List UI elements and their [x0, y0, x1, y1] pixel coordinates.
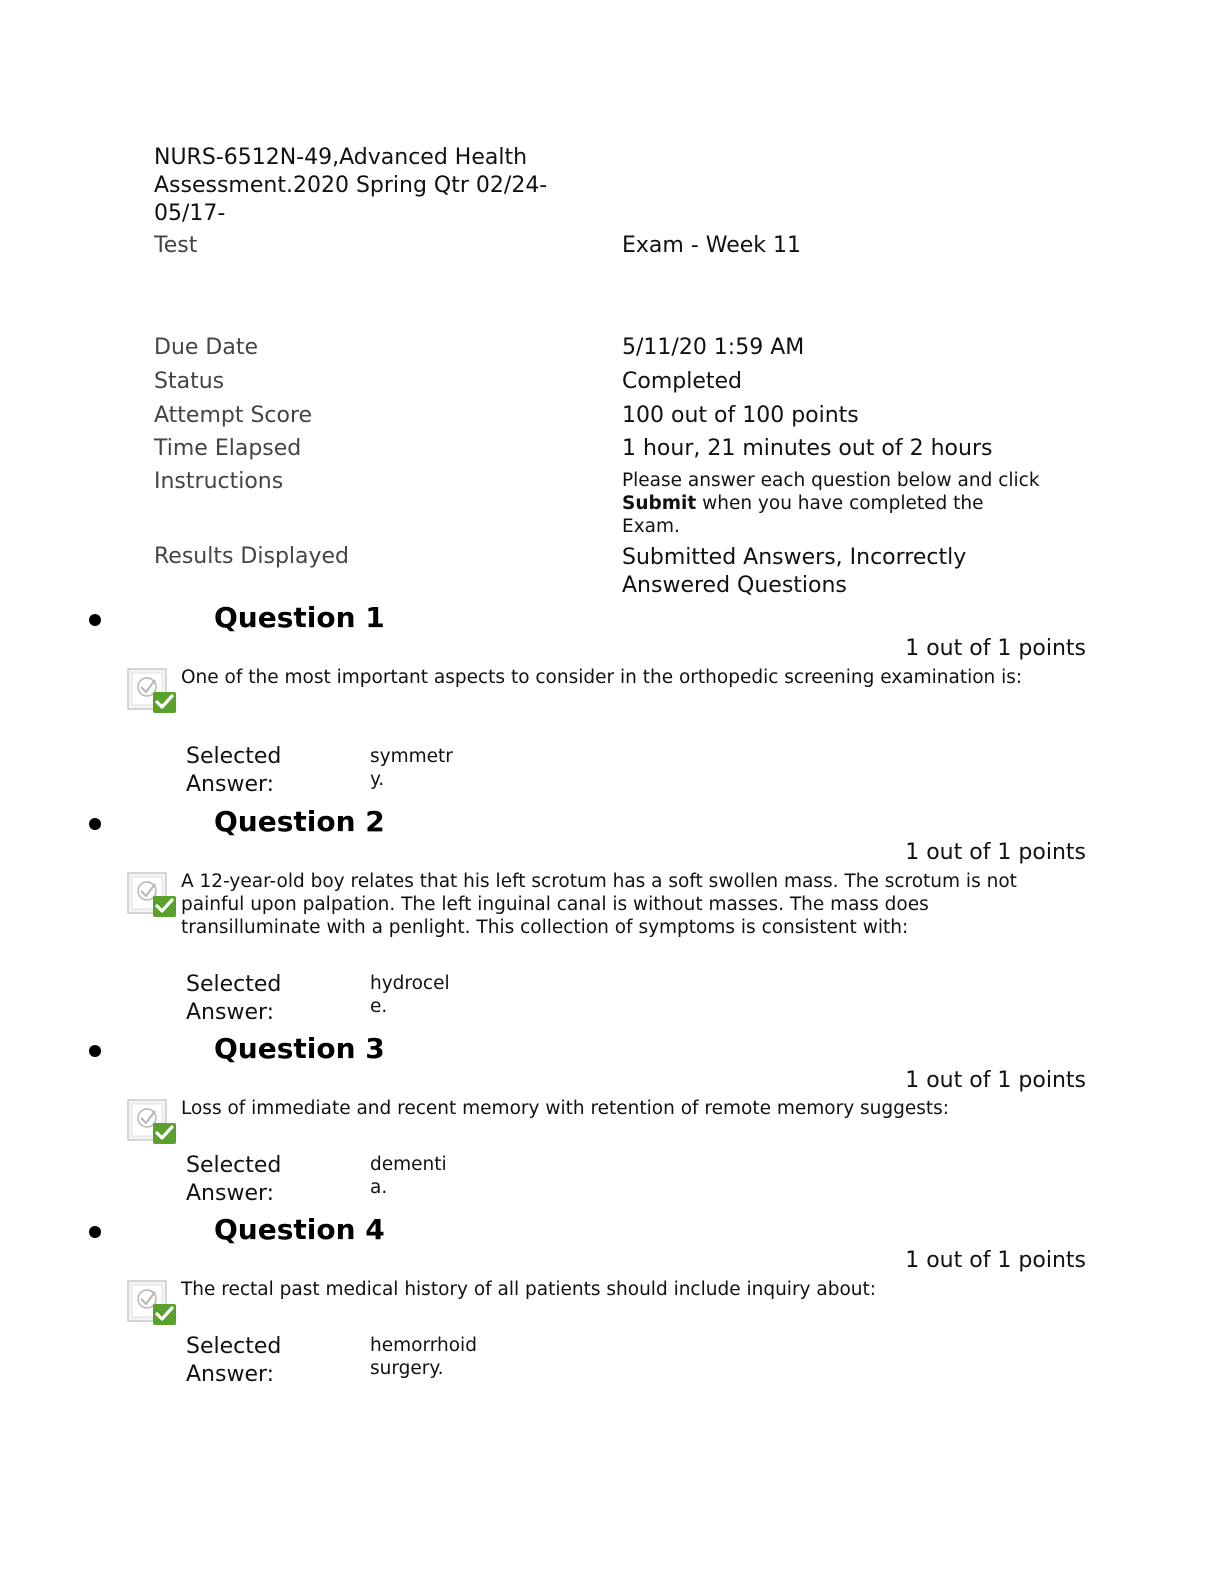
time-elapsed-label: Time Elapsed: [154, 436, 302, 461]
course-title: NURS-6512N-49,Advanced Health Assessment.2020 Spring Qtr 02/24-05/17-: [154, 145, 548, 226]
selected-answer-label: Selected Answer:: [186, 972, 282, 1025]
question-text: Loss of immediate and recent memory with retention of remote memory suggests:: [181, 1098, 950, 1119]
selected-answer-value: hemorrhoid surgery.: [370, 1335, 477, 1379]
question-text: One of the most important aspects to consider in the orthopedic screening examination is:: [181, 667, 1023, 688]
question-title: Question 1: [214, 601, 385, 634]
selected-answer-label: Selected Answer:: [186, 1334, 282, 1387]
question-bullet: [89, 614, 101, 626]
due-date-value: 5/11/20 1:59 AM: [622, 335, 805, 360]
instructions-label: Instructions: [154, 469, 284, 494]
time-elapsed-value: 1 hour, 21 minutes out of 2 hours: [622, 436, 993, 461]
question-text: A 12-year-old boy relates that his left scrotum has a soft swollen mass. The scrotum is not painful upon palpation. The left inguinal canal is without masses. The mass does transilluminate with a penlight. This collection of symptoms is consistent with:: [181, 871, 1017, 938]
question-bullet: [89, 1226, 101, 1238]
correct-answer-icon: [127, 1278, 177, 1326]
status-label: Status: [154, 369, 225, 394]
question-points: 1 out of 1 points: [905, 1068, 1086, 1093]
selected-answer-label: Selected Answer:: [186, 1153, 282, 1206]
correct-answer-icon: [127, 666, 177, 714]
instructions-post: when you have completed the Exam.: [622, 493, 984, 537]
attempt-score-label: Attempt Score: [154, 403, 313, 428]
results-displayed-value: Submitted Answers, Incorrectly Answered Questions: [622, 545, 967, 598]
due-date-label: Due Date: [154, 335, 258, 360]
results-displayed-label: Results Displayed: [154, 544, 350, 569]
selected-answer-value: hydrocele.: [370, 973, 450, 1017]
test-name: Exam - Week 11: [622, 233, 802, 258]
test-label: Test: [154, 233, 198, 258]
instructions-submit: Submit: [622, 493, 697, 514]
correct-answer-icon: [127, 870, 177, 918]
question-title: Question 2: [214, 805, 385, 838]
selected-answer-value: dementia.: [370, 1154, 447, 1198]
attempt-score-value: 100 out of 100 points: [622, 403, 859, 428]
question-points: 1 out of 1 points: [905, 636, 1086, 661]
question-points: 1 out of 1 points: [905, 1248, 1086, 1273]
question-points: 1 out of 1 points: [905, 840, 1086, 865]
instructions-text: [622, 469, 1042, 538]
status-value: Completed: [622, 369, 742, 394]
instructions-pre: Please answer each question below and click: [622, 470, 1040, 491]
question-bullet: [89, 1045, 101, 1057]
selected-answer-label: Selected Answer:: [186, 744, 282, 797]
question-bullet: [89, 818, 101, 830]
question-title: Question 3: [214, 1032, 385, 1065]
correct-answer-icon: [127, 1097, 177, 1145]
question-text: The rectal past medical history of all patients should include inquiry about:: [181, 1279, 876, 1300]
selected-answer-value: symmetry.: [370, 746, 453, 790]
question-title: Question 4: [214, 1213, 385, 1246]
